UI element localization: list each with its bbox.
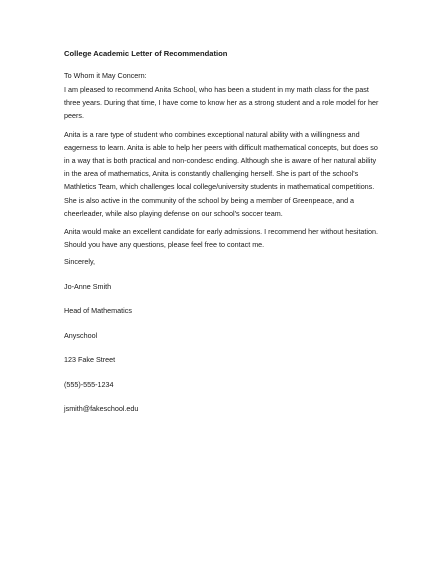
letter-body bbox=[64, 48, 380, 428]
signature-school: Anyschool bbox=[64, 330, 98, 340]
letter-paragraph-intro: I am pleased to recommend Anita School, who has been a student in my math class for the past three years. During that time, I have come to know her as a strong student and a role model for her peers. bbox=[64, 85, 379, 121]
letter-paragraph-qualities: Anita is a rare type of student who combines exceptional natural ability with a willingness and eagerness to learn. Anita is able to help her peers with difficult mathematical concepts, but does so in a way that is both practical and non-condesc ending. Although she is aware of her natural ability in the area of mathematics, Anita is constantly challenging herself. She is part of the school's Mathletics Team, which challenges local college/university students in mathematical competitions. She is also active in the community of the school by being a member of Greenpeace, and a cheerleader, while also playing defense on our school's soccer team. bbox=[64, 129, 378, 218]
letter-title: College Academic Letter of Recommendation bbox=[64, 49, 228, 58]
signature-phone: (555)-555-1234 bbox=[64, 379, 114, 389]
letter-paragraph-recommendation: Anita would make an excellent candidate for early admissions. I recommend her without hesitation. Should you have any questions, please feel free to contact me. bbox=[64, 227, 379, 250]
signature-name: Jo-Anne Smith bbox=[64, 281, 112, 291]
signature-street: 123 Fake Street bbox=[64, 355, 116, 365]
signature-email: jsmith@fakeschool.edu bbox=[64, 404, 139, 414]
letter-salutation: To Whom it May Concern: bbox=[64, 71, 147, 80]
letter-closing: Sincerely, bbox=[64, 257, 96, 267]
signature-position: Head of Mathematics bbox=[64, 306, 132, 316]
